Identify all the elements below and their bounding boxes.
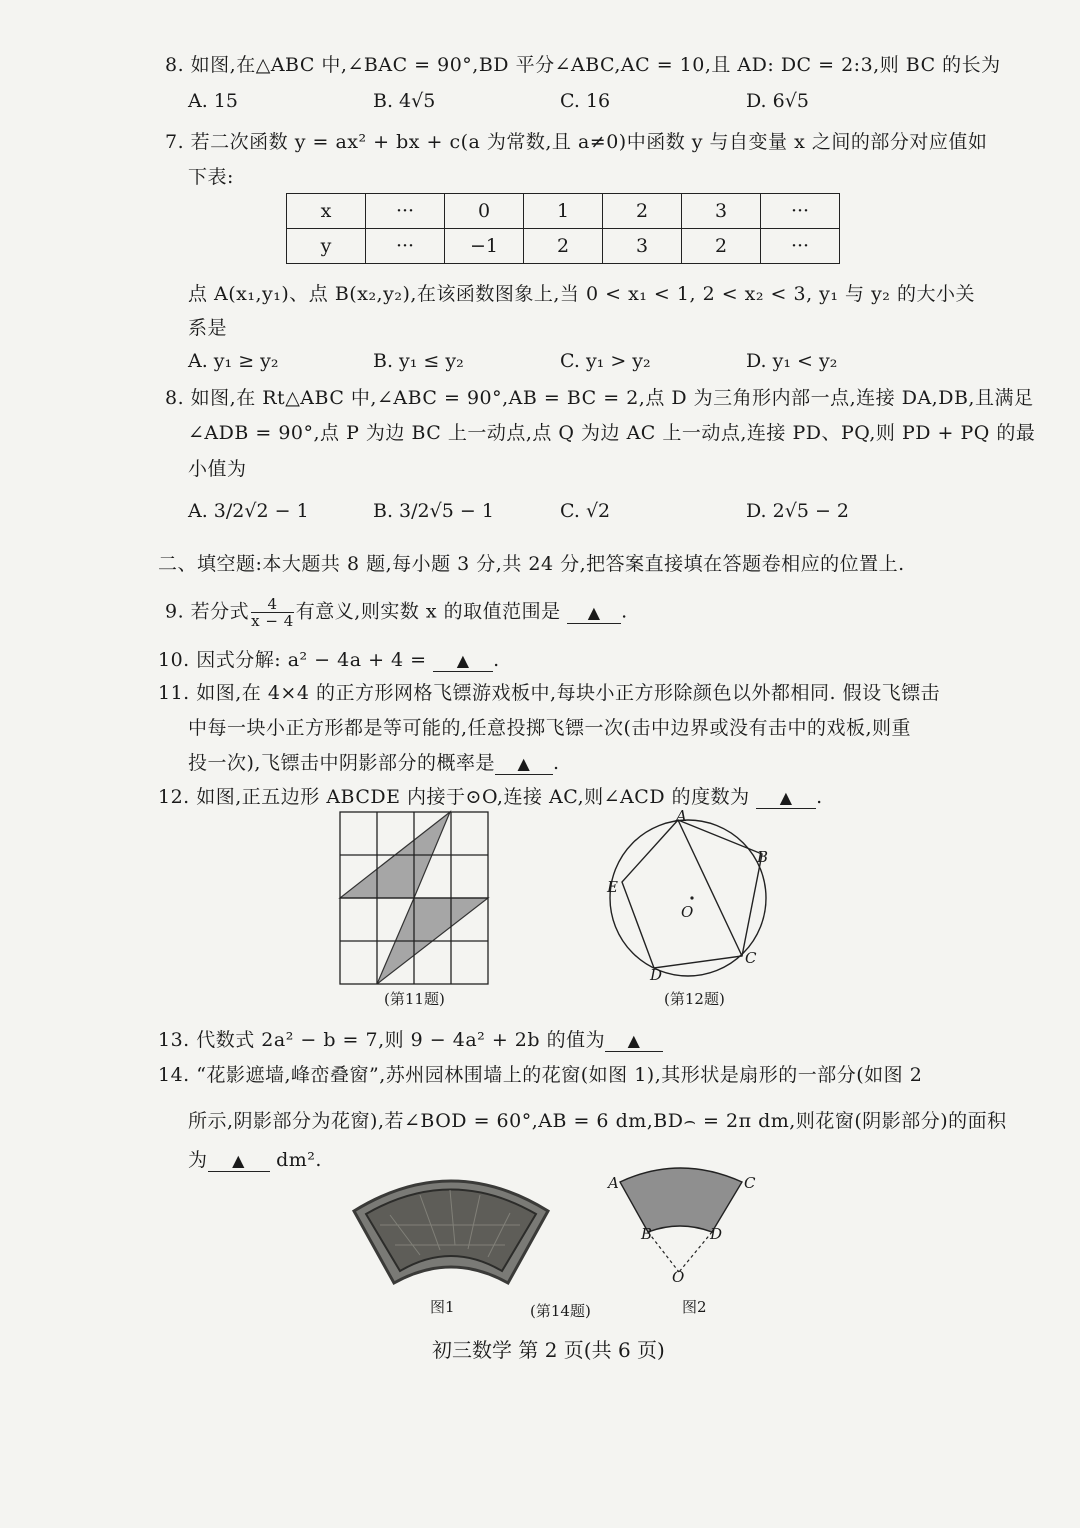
answer-mark: ▲ — [232, 1151, 245, 1170]
fig12-segment-ac — [678, 820, 742, 956]
q7-option-d: D. y₁ < y₂ — [746, 350, 838, 372]
fig14-garden-window-photo — [350, 1165, 552, 1295]
q8-option-b: B. 3/2√5 − 1 — [373, 500, 494, 522]
q8-line1: 8. 如图,在 Rt△ABC 中,∠ABC = 90°,AB = BC = 2,点 D 为三角形内部一点,连接 DA,DB,且满足 — [165, 387, 1034, 409]
q10-answer-blank[interactable] — [433, 649, 493, 672]
fig12-label-a: A — [676, 807, 687, 825]
q13-answer-blank[interactable] — [605, 1029, 663, 1052]
table-cell: 2 — [682, 229, 761, 264]
q8-option-c: C. √2 — [560, 500, 611, 522]
fig14-label-b: B — [641, 1225, 653, 1243]
q7-stem-line1: 7. 若二次函数 y = ax² + bx + c(a 为常数,且 a≠0)中函数 y 与自变量 x 之间的部分对应值如 — [165, 131, 988, 153]
q7-after-line2: 系是 — [188, 317, 228, 339]
answer-mark: ▲ — [779, 788, 793, 807]
q14-line3-suffix: dm². — [276, 1149, 322, 1171]
table-cell: 3 — [682, 194, 761, 229]
fig14-caption-image1: 图1 — [430, 1298, 455, 1316]
q9-fraction — [251, 596, 294, 629]
q7-value-table — [286, 193, 840, 264]
q7-option-c: C. y₁ > y₂ — [560, 350, 651, 372]
table-row-y — [287, 229, 840, 264]
fig14-label-d: D — [710, 1225, 723, 1243]
q9-denominator: x − 4 — [251, 612, 294, 630]
fig11-caption: (第11题) — [384, 990, 445, 1008]
table-cell: 3 — [603, 229, 682, 264]
q6-option-a: A. 15 — [188, 90, 238, 112]
q14-line3-prefix: 为 — [188, 1149, 208, 1171]
q6-stem: 8. 如图,在△ABC 中,∠BAC = 90°,BD 平分∠ABC,AC = 10,且 AD: DC = 2:3,则 BC 的长为 — [165, 54, 1001, 76]
fig14-caption: (第14题) — [530, 1302, 591, 1320]
fig12-label-c: C — [745, 949, 757, 967]
q10-end: . — [493, 649, 500, 671]
q14-answer-blank[interactable] — [208, 1149, 270, 1172]
q7-stem-line2: 下表: — [188, 166, 234, 188]
q13 — [158, 1025, 663, 1052]
fig12-label-b: B — [757, 848, 769, 866]
q10-text: 10. 因式分解: a² − 4a + 4 = — [158, 649, 427, 671]
q8-line2: ∠ADB = 90°,点 P 为边 BC 上一动点,点 Q 为边 AC 上一动点,连接 PD、PQ,则 PD + PQ 的最 — [188, 422, 1036, 444]
q7-option-b: B. y₁ ≤ y₂ — [373, 350, 464, 372]
q12-text: 12. 如图,正五边形 ABCDE 内接于⊙O,连接 AC,则∠ACD 的度数为 — [158, 786, 750, 808]
table-cell: −1 — [445, 229, 524, 264]
table-cell: x — [287, 194, 366, 229]
table-cell: 1 — [524, 194, 603, 229]
answer-mark: ▲ — [627, 1031, 641, 1050]
table-cell: 2 — [524, 229, 603, 264]
q14-line1: 14. “花影遮墙,峰峦叠窗”,苏州园林围墙上的花窗(如图 1),其形状是扇形的一部分(如图 2 — [158, 1064, 923, 1086]
q11-line3: 投一次),飞镖击中阴影部分的概率是 — [188, 752, 495, 774]
fig14-label-a: A — [608, 1174, 619, 1192]
table-cell: ··· — [366, 229, 445, 264]
q14-line3 — [188, 1145, 322, 1172]
q10 — [158, 645, 500, 672]
answer-mark: ▲ — [456, 651, 470, 670]
q7-after-line1: 点 A(x₁,y₁)、点 B(x₂,y₂),在该函数图象上,当 0 < x₁ < 1, 2 < x₂ < 3, y₁ 与 y₂ 的大小关 — [188, 283, 975, 305]
q11-line3-wrap — [188, 748, 560, 775]
q11-answer-blank[interactable] — [495, 752, 553, 775]
q8-option-a: A. 3/2√2 − 1 — [188, 500, 309, 522]
q8-option-d: D. 2√5 − 2 — [746, 500, 850, 522]
fig12-label-d: D — [650, 966, 663, 984]
table-cell: ··· — [366, 194, 445, 229]
q9 — [165, 596, 628, 629]
fig14-shaded-window — [620, 1168, 742, 1232]
table-cell: 2 — [603, 194, 682, 229]
fig14-label-c: C — [744, 1174, 756, 1192]
fig12-label-e: E — [607, 878, 618, 896]
fig14-caption-image2: 图2 — [682, 1298, 707, 1316]
q12 — [158, 782, 823, 809]
q7-option-a: A. y₁ ≥ y₂ — [188, 350, 279, 372]
q6-option-b: B. 4√5 — [373, 90, 436, 112]
page-footer: 初三数学 第 2 页(共 6 页) — [432, 1338, 665, 1362]
q9-suffix: 有意义,则实数 x 的取值范围是 — [295, 600, 561, 623]
q9-answer-blank[interactable] — [567, 601, 621, 624]
q11-line1: 11. 如图,在 4×4 的正方形网格飞镖游戏板中,每块小正方形除颜色以外都相同. 假设飞镖击 — [158, 682, 941, 704]
table-cell: ··· — [761, 194, 840, 229]
q13-text: 13. 代数式 2a² − b = 7,则 9 − 4a² + 2b 的值为 — [158, 1029, 606, 1051]
q11-line2: 中每一块小正方形都是等可能的,任意投掷飞镖一次(击中边界或没有击中的戏板,则重 — [188, 717, 911, 739]
q14-line2: 所示,阴影部分为花窗),若∠BOD = 60°,AB = 6 dm,BD⌢ = 2π dm,则花窗(阴影部分)的面积 — [188, 1110, 1007, 1132]
section-2-heading: 二、填空题:本大题共 8 题,每小题 3 分,共 24 分,把答案直接填在答题卷相应的位置上. — [158, 553, 905, 575]
fig11-dartboard-grid — [340, 812, 488, 984]
fig12-pentagon — [622, 820, 762, 968]
table-cell: 0 — [445, 194, 524, 229]
q8-line3: 小值为 — [188, 458, 247, 480]
fig12-caption: (第12题) — [664, 990, 725, 1008]
table-row-x — [287, 194, 840, 229]
table-cell: ··· — [761, 229, 840, 264]
table-cell: y — [287, 229, 366, 264]
answer-mark: ▲ — [517, 754, 531, 773]
q9-numerator: 4 — [251, 596, 294, 613]
q9-prefix: 9. 若分式 — [165, 600, 250, 623]
q11-end: . — [552, 752, 560, 774]
fig14-label-o: O — [672, 1268, 685, 1286]
q6-option-c: C. 16 — [560, 90, 611, 112]
fig12-label-o: O — [681, 903, 694, 921]
fig12-pentagon-in-circle — [600, 806, 800, 986]
answer-mark: ▲ — [587, 602, 601, 622]
q12-end: . — [816, 786, 823, 808]
q6-option-d: D. 6√5 — [746, 90, 809, 112]
q9-end: . — [621, 600, 628, 623]
fig12-center-point — [690, 896, 693, 899]
